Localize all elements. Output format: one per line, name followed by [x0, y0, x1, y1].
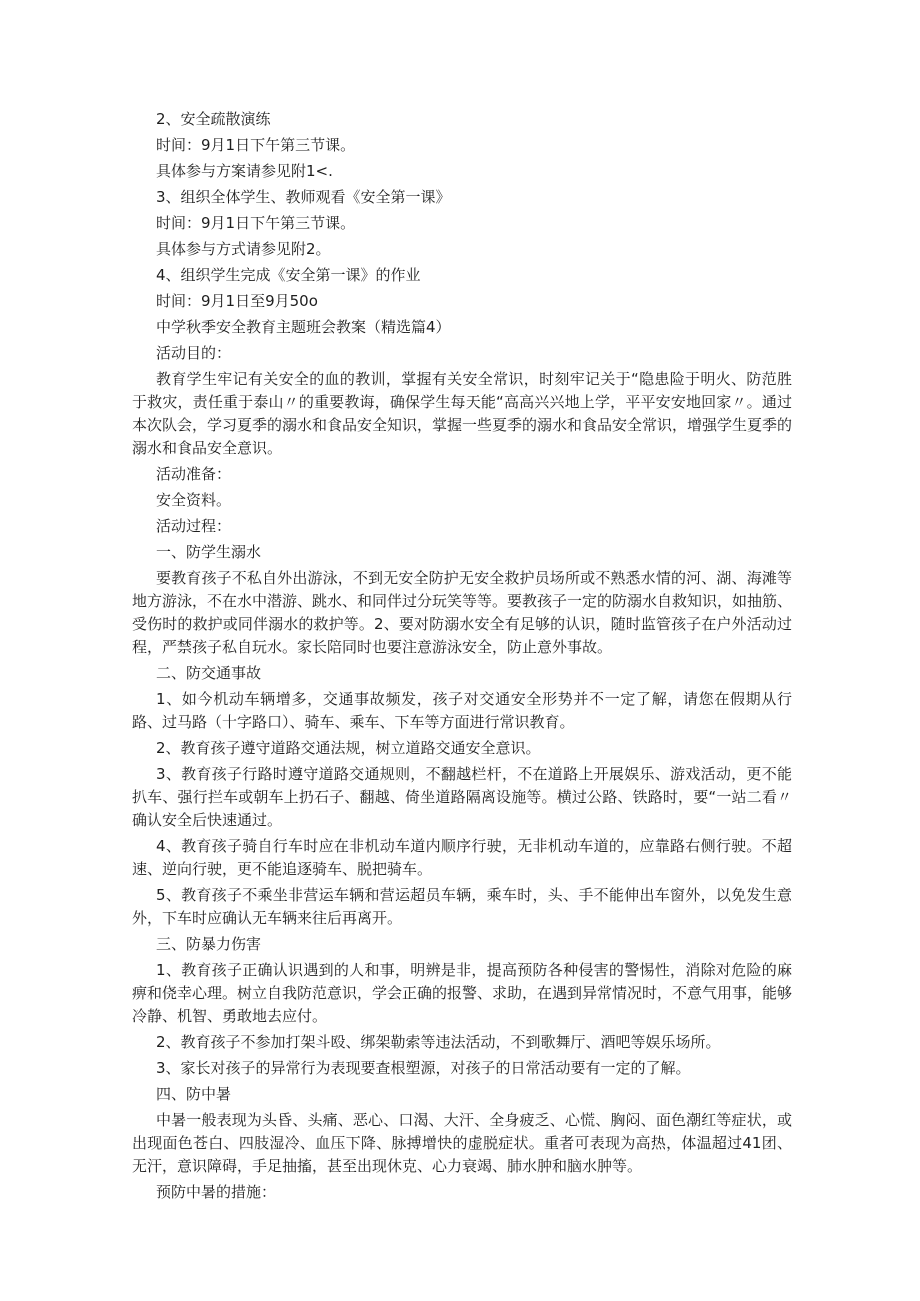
body-paragraph-preparation: 安全资料。 [156, 491, 232, 509]
violence-item: 2、教育孩子不参加打架斗殴、绑架勒索等违法活动，不到歌舞厅、酒吧等娱乐场所。 [156, 1033, 721, 1051]
body-paragraph-heatstroke: 中暑一般表现为头昏、头痛、恶心、口渴、大汗、全身疲乏、心慌、胸闷、面色潮红等症状，或出现面色苍白、四肢湿冷、血压下降、脉搏增快的虚脱症状。重者可表现为高热，体温超过41团、无汗，意识障碍，手足抽搐，甚至出现休克、心力衰竭、肺水肿和脑水肿等。 [132, 1111, 792, 1175]
time-line: 时间：9月1日至9月50o [156, 292, 318, 310]
section-heading-drowning: 一、防学生溺水 [156, 543, 262, 561]
traffic-item: 5、教育孩子不乘坐非营运车辆和营运超员车辆，乘车时，头、手不能伸出车窗外，以免发生意外，下车时应确认无车辆来往后再离开。 [132, 886, 792, 927]
subheading-activity-purpose: 活动目的： [156, 344, 232, 362]
time-line: 时间：9月1日下午第三节课。 [156, 136, 356, 154]
section-heading-violence: 三、防暴力伤害 [156, 935, 262, 953]
traffic-item: 4、教育孩子骑自行车时应在非机动车道内顺序行驶，无非机动车道的，应靠路右侧行驶。不超速、逆向行驶，更不能追逐骑车、脱把骑车。 [132, 837, 792, 878]
step-heading-evacuation-drill: 2、安全疏散演练 [156, 110, 271, 128]
document-body [132, 108, 792, 1204]
traffic-item: 3、教育孩子行路时遵守道路交通规则，不翻越栏杆，不在道路上开展娱乐、游戏活动，更不能扒车、强行拦车或朝车上扔石子、翻越、倚坐道路隔离设施等。横过公路、铁路时，要“一站二看〃确认安全后快速通过。 [132, 765, 792, 829]
subheading-activity-process: 活动过程： [156, 517, 232, 535]
subheading-heatstroke-prevention: 预防中暑的措施： [156, 1183, 277, 1201]
subheading-activity-preparation: 活动准备： [156, 465, 232, 483]
violence-item: 3、家长对孩子的异常行为表现要查根塑源，对孩子的日常活动要有一定的了解。 [156, 1059, 691, 1077]
time-line: 时间：9月1日下午第三节课。 [156, 214, 356, 232]
section-title: 中学秋季安全教育主题班会教案（精选篇4） [156, 318, 451, 336]
section-heading-heatstroke: 四、防中暑 [156, 1085, 232, 1103]
traffic-item: 2、教育孩子遵守道路交通法规，树立道路交通安全意识。 [156, 739, 541, 757]
step-heading-watch-lesson: 3、组织全体学生、教师观看《安全第一课》 [156, 188, 451, 206]
reference-line: 具体参与方式请参见附2。 [156, 240, 331, 258]
reference-line: 具体参与方案请参见附1<. [156, 162, 333, 180]
traffic-item: 1、如今机动车辆增多，交通事故频发，孩子对交通安全形势并不一定了解，请您在假期从行路、过马路（十字路口）、骑车、乘车、下车等方面进行常识教育。 [132, 690, 792, 731]
violence-item: 1、教育孩子正确认识遇到的人和事，明辨是非，提高预防各种侵害的警惕性，消除对危险的麻痹和侥幸心理。树立自我防范意识，学会正确的报警、求助，在遇到异常情况时，不意气用事，能够冷静、机智、勇敢地去应付。 [132, 961, 793, 1025]
section-heading-traffic: 二、防交通事故 [156, 664, 262, 682]
body-paragraph-drowning: 要教育孩子不私自外出游泳，不到无安全防护无安全救护员场所或不熟悉水情的河、湖、海滩等地方游泳，不在水中潜游、跳水、和同伴过分玩笑等等。要教孩子一定的防溺水自救知识，如抽筋、受伤时的救护或同伴溺水的救护等。2、要对防溺水安全有足够的认识，随时监管孩子在户外活动过程，严禁孩子私自玩水。家长陪同时也要注意游泳安全，防止意外事故。 [132, 569, 793, 656]
body-paragraph-purpose: 教育学生牢记有关安全的血的教训，掌握有关安全常识，时刻牢记关于“隐患险于明火、防范胜于救灾，责任重于泰山〃的重要教诲，确保学生每天能“高高兴兴地上学，平平安安地回家〃。通过本次队会，学习夏季的溺水和食品安全知识，掌握一些夏季的溺水和食品安全常识，增强学生夏季的溺水和食品安全意识。 [132, 370, 793, 457]
step-heading-homework: 4、组织学生完成《安全第一课》的作业 [156, 266, 421, 284]
